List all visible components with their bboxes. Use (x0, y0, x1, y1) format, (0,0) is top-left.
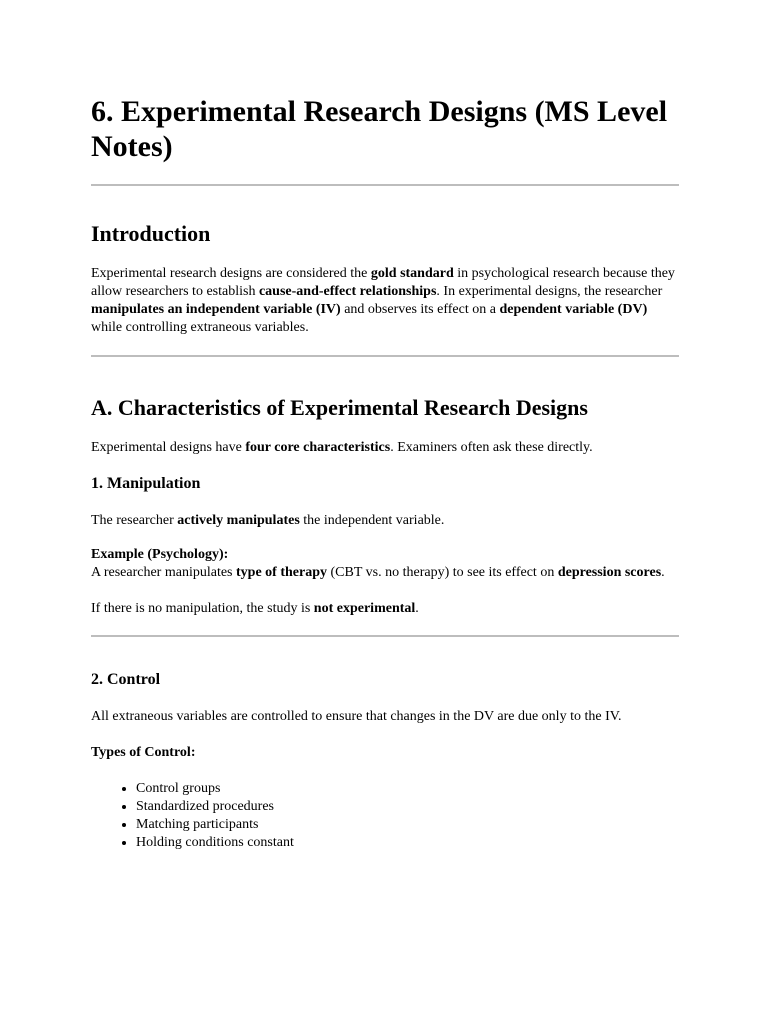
text-run: The researcher (91, 513, 178, 528)
text-run: . In experimental designs, the researcher (436, 284, 663, 299)
bold-text: dependent variable (DV) (499, 302, 648, 317)
text-run: while controlling extraneous variables. (91, 320, 309, 335)
text-run: If there is no manipulation, the study is (91, 601, 314, 616)
text-run: the independent variable. (299, 513, 445, 528)
example-paragraph (91, 546, 679, 582)
bold-text: cause-and-effect relationships (258, 284, 437, 299)
example-label: Example (Psychology): (91, 547, 229, 562)
types-of-control-list (91, 780, 679, 852)
bold-text: type of therapy (236, 565, 327, 580)
list-item: • Matching participants (136, 816, 679, 834)
list-item: • Holding conditions constant (136, 834, 679, 852)
control-paragraph: All extraneous variables are controlled to ensure that changes in the DV are due only to the IV. (91, 709, 622, 724)
divider (91, 184, 679, 186)
section-a-paragraph (91, 439, 679, 457)
bold-text: depression scores (557, 565, 662, 580)
bold-text: four core characteristics (245, 440, 391, 455)
bold-text: gold standard (370, 266, 454, 281)
bold-text: manipulates an independent variable (IV) (91, 302, 341, 317)
no-manipulation-paragraph (91, 600, 679, 618)
document-content (91, 94, 679, 852)
control-heading: 2. Control (91, 671, 161, 688)
types-of-control-label: Types of Control: (91, 745, 196, 760)
types-of-control-paragraph (91, 744, 679, 762)
introduction-paragraph (91, 265, 679, 337)
list-item: • Control groups (136, 780, 679, 798)
text-run: . (415, 601, 419, 616)
text-run: and observes its effect on a (340, 302, 500, 317)
text-run: A researcher manipulates (91, 565, 236, 580)
text-run: . Examiners often ask these directly. (390, 440, 593, 455)
list-item: • Standardized procedures (136, 798, 679, 816)
text-run: . (661, 565, 665, 580)
section-a-heading: A. Characteristics of Experimental Research Designs (91, 395, 588, 420)
manipulation-heading: 1. Manipulation (91, 475, 201, 492)
text-run: Experimental designs have (91, 440, 246, 455)
divider (91, 635, 679, 637)
text-run: Experimental research designs are considered the (91, 266, 371, 281)
text-run: in psychological research because they allow researchers to establish (91, 266, 675, 299)
bold-text: not experimental (313, 601, 416, 616)
page-title: 6. Experimental Research Designs (MS Level Notes) (91, 95, 668, 163)
divider (91, 355, 679, 357)
text-run: (CBT vs. no therapy) to see its effect on (327, 565, 558, 580)
manipulation-paragraph (91, 512, 679, 530)
introduction-heading: Introduction (91, 221, 211, 246)
bold-text: actively manipulates (177, 513, 300, 528)
